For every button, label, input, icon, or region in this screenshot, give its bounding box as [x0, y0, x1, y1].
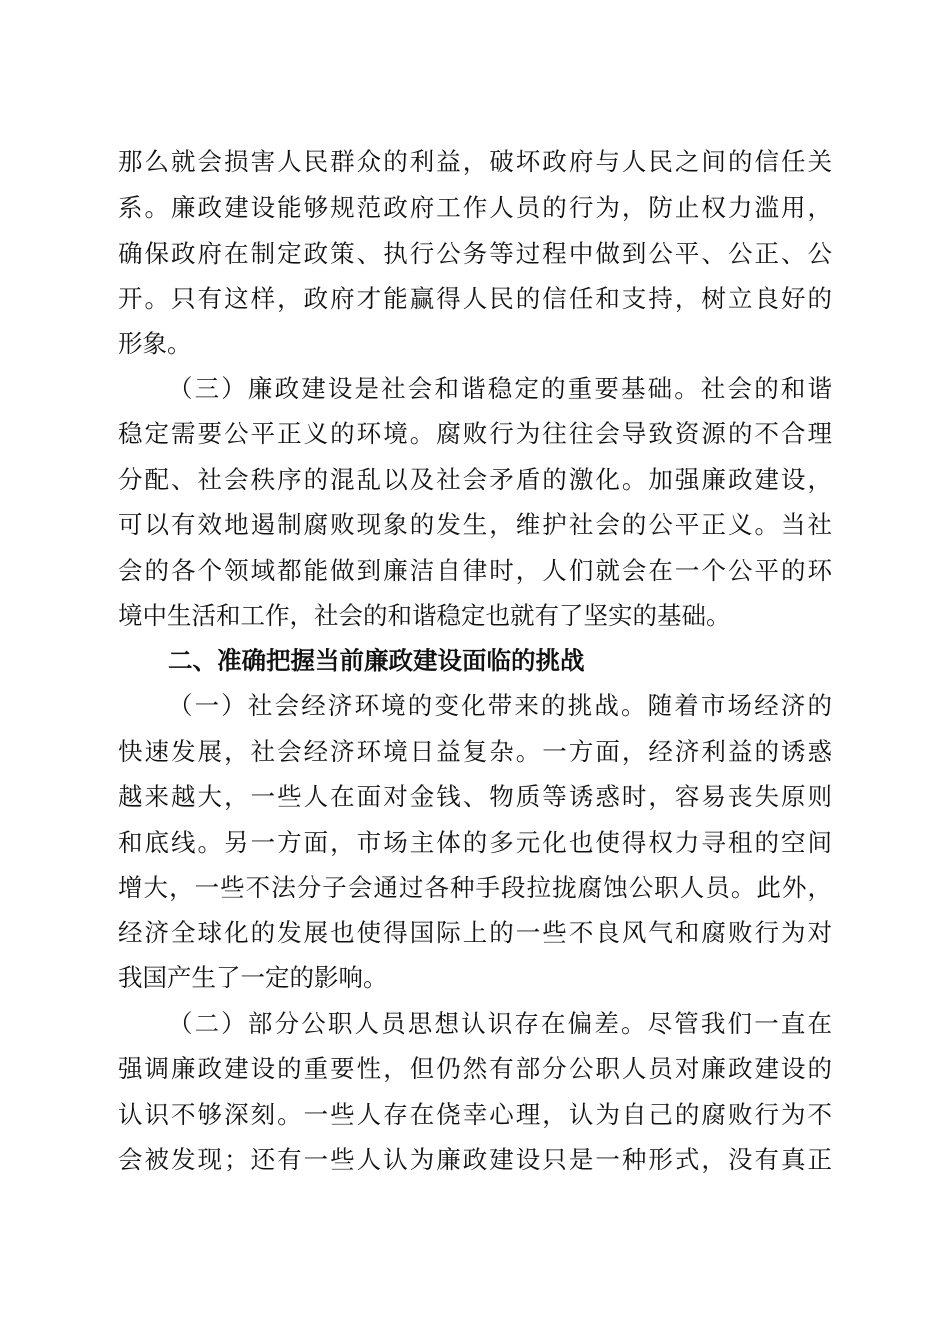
section-three-first-line: （三）廉政建设是社会和谐稳定的重要基础。社会的和谐	[168, 374, 832, 403]
subsection-two-first-line: （二）部分公职人员思想认识存在偏差。尽管我们一直在	[168, 1009, 832, 1038]
subsection-one-first-line: （一）社会经济环境的变化带来的挑战。随着市场经济的	[168, 691, 832, 720]
body-text-line: 稳定需要公平正义的环境。腐败行为往往会导致资源的不合理	[118, 419, 832, 448]
body-text-line: 越来越大，一些人在面对金钱、物质等诱惑时，容易丧失原则	[118, 782, 832, 811]
body-text-line: 会的各个领域都能做到廉洁自律时，人们就会在一个公平的环	[118, 556, 832, 585]
body-text-line: 确保政府在制定政策、执行公务等过程中做到公平、公正、公	[118, 239, 832, 268]
body-text-line: 可以有效地遏制腐败现象的发生，维护社会的公平正义。当社	[118, 510, 832, 539]
body-text-line: 增大，一些不法分子会通过各种手段拉拢腐蚀公职人员。此外，	[118, 873, 832, 902]
body-text-line: 境中生活和工作，社会的和谐稳定也就有了坚实的基础。	[118, 601, 731, 630]
body-text-line: 强调廉政建设的重要性，但仍然有部分公职人员对廉政建设的	[118, 1054, 832, 1083]
body-text-line: 会被发现；还有一些人认为廉政建设只是一种形式，没有真正	[118, 1145, 832, 1174]
body-text-line: 快速发展，社会经济环境日益复杂。一方面，经济利益的诱惑	[118, 737, 832, 766]
body-text-line: 开。只有这样，政府才能赢得人民的信任和支持，树立良好的	[118, 284, 832, 313]
body-text-line: 认识不够深刻。一些人存在侥幸心理，认为自己的腐败行为不	[118, 1100, 832, 1129]
body-text-line: 和底线。另一方面，市场主体的多元化也使得权力寻租的空间	[118, 828, 832, 857]
body-text-line: 形象。	[118, 329, 192, 358]
body-text-line: 我国产生了一定的影响。	[118, 963, 388, 992]
body-text-line: 系。廉政建设能够规范政府工作人员的行为，防止权力滥用，	[118, 193, 832, 222]
body-text-line: 那么就会损害人民群众的利益，破坏政府与人民之间的信任关	[118, 147, 832, 176]
body-text-line: 分配、社会秩序的混乱以及社会矛盾的激化。加强廉政建设，	[118, 465, 832, 494]
body-text-line: 经济全球化的发展也使得国际上的一些不良风气和腐败行为对	[118, 918, 832, 947]
section-heading: 二、准确把握当前廉政建设面临的挑战	[168, 646, 585, 675]
